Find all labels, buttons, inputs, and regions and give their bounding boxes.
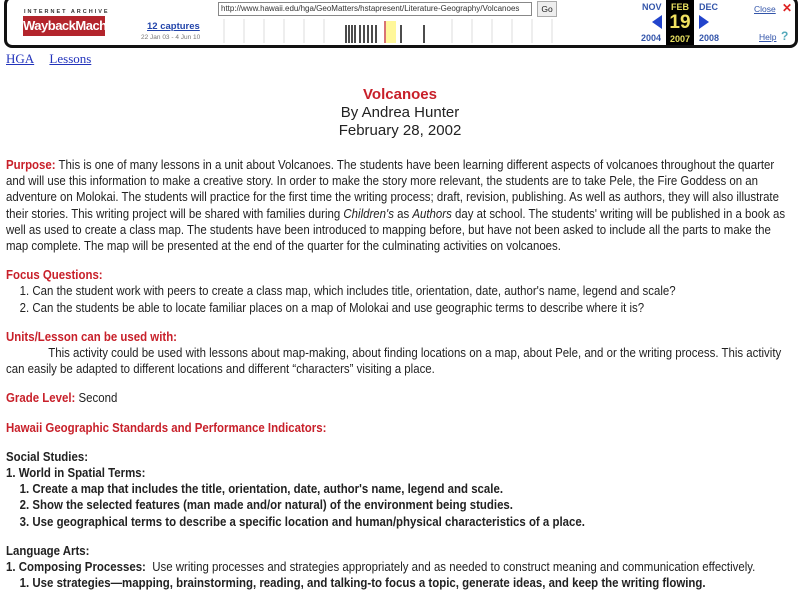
list-item: 1. Can the student work with peers to create a class map, which includes title, orientation, date, author's name, legend and scale? [32, 283, 791, 299]
purpose-italic: Authors [412, 205, 452, 221]
next-year[interactable]: 2008 [699, 33, 720, 43]
current-year: 2007 [669, 34, 691, 44]
list-item: 1. Create a map that includes the title, orientation, date, author's name, legend and scale. [32, 481, 791, 497]
url-input[interactable]: http://www.hawaii.edu/hga/GeoMatters/hstapresent/Literature-Geography/Volcanoes [218, 2, 532, 16]
help-link[interactable]: Help [759, 32, 777, 42]
social-label: Social Studies: [6, 448, 89, 464]
purpose-text: as [393, 205, 413, 221]
language-sub: 1. Composing Processes: [6, 559, 146, 575]
grade-section [6, 390, 791, 406]
current-day: 19 [669, 12, 691, 33]
captures-link[interactable]: 12 captures [147, 21, 200, 32]
social-sub: 1. World in Spatial Terms: [6, 465, 146, 481]
prev-arrow-icon[interactable] [652, 15, 662, 29]
list-item: 2. Can the students be able to locate familiar places on a map of Molokai and use geographic terms to describe where it is? [32, 300, 791, 316]
list-item: 3. Use geographical terms to describe a specific location and human/physical characteristics of a place. [32, 514, 791, 530]
breadcrumb [6, 51, 103, 67]
page-title: Volcanoes [363, 86, 437, 103]
language-text: Use writing processes and strategies appropriately and as needed to construct meaning and communication effectively. [152, 559, 756, 575]
language-label: Language Arts: [6, 542, 90, 558]
focus-label: Focus Questions: [6, 267, 103, 283]
wayback-logo[interactable]: WaybackMachine [23, 16, 105, 36]
purpose-text: This is one of many lessons in a unit about Volcanoes. The students have been learning different aspects of volcanoes throughout the quarter and will use this information to make a creative story. In order to make the story more relevant, the students are to take Pele, the Fire Goddess on an adventure on Molokai. The students will practice for the first time the writing process; draft, revision, publishing. As well as authors, they will also illustrate their stories. This writing project will be shared with families during [6, 157, 779, 221]
current-capture [666, 0, 694, 45]
prev-month[interactable]: NOV [642, 2, 662, 12]
prev-year[interactable]: 2004 [641, 33, 662, 43]
next-month[interactable]: DEC [699, 2, 719, 12]
lesson-body [6, 157, 791, 591]
logo-caption: INTERNET ARCHIVE [24, 9, 110, 15]
grade-label: Grade Level: [6, 390, 76, 406]
list-item: 1. Use strategies—mapping, brainstorming, reading, and talking-to focus a topic, generate ideas, and keep the writing flowing. [32, 575, 791, 591]
grade-value: Second [78, 390, 118, 406]
units-text: This activity could be used with lessons about map-making, about finding locations on a map, about Pele, and or the writing process. This activity can easily be adapted to different locations and different “characters” visiting a place. [6, 345, 782, 377]
standards-heading: Hawaii Geographic Standards and Performance Indicators: [6, 419, 327, 435]
social-studies-section [6, 449, 791, 530]
go-button[interactable]: Go [537, 1, 557, 17]
lessons-link[interactable]: Lessons [49, 51, 92, 66]
capture-range: 22 Jan 03 - 4 Jun 10 [141, 34, 201, 41]
hga-link[interactable]: HGA [6, 51, 35, 66]
close-icon[interactable]: ✕ [782, 1, 793, 15]
list-item: 2. Show the selected features (man made and/or natural) of the environment being studies. [32, 497, 791, 513]
purpose-italic: Children's [343, 205, 394, 221]
units-section [6, 329, 791, 378]
help-icon[interactable]: ? [781, 29, 789, 43]
units-label: Units/Lesson can be used with: [6, 328, 177, 344]
author: By Andrea Hunter [340, 104, 460, 121]
close-link[interactable]: Close [754, 4, 776, 14]
language-arts-section [6, 543, 791, 592]
page-header [0, 86, 800, 140]
focus-section [6, 267, 791, 316]
capture-sparkline[interactable] [212, 17, 632, 43]
wayback-toolbar [4, 0, 798, 48]
current-month: FEB [671, 2, 689, 12]
date: February 28, 2002 [338, 122, 462, 139]
next-arrow-icon[interactable] [699, 15, 709, 29]
purpose-label: Purpose: [6, 157, 56, 172]
purpose-section [6, 157, 791, 254]
purpose-text: day at school. The students' writing will be published in a book as well as used to create a class map. The students have been introduced to mapping before, but have not been asked to include all the parts to make the map complete. The map will be presented at the end of the quarter for the culminating activities on volcanoes. [6, 205, 786, 254]
